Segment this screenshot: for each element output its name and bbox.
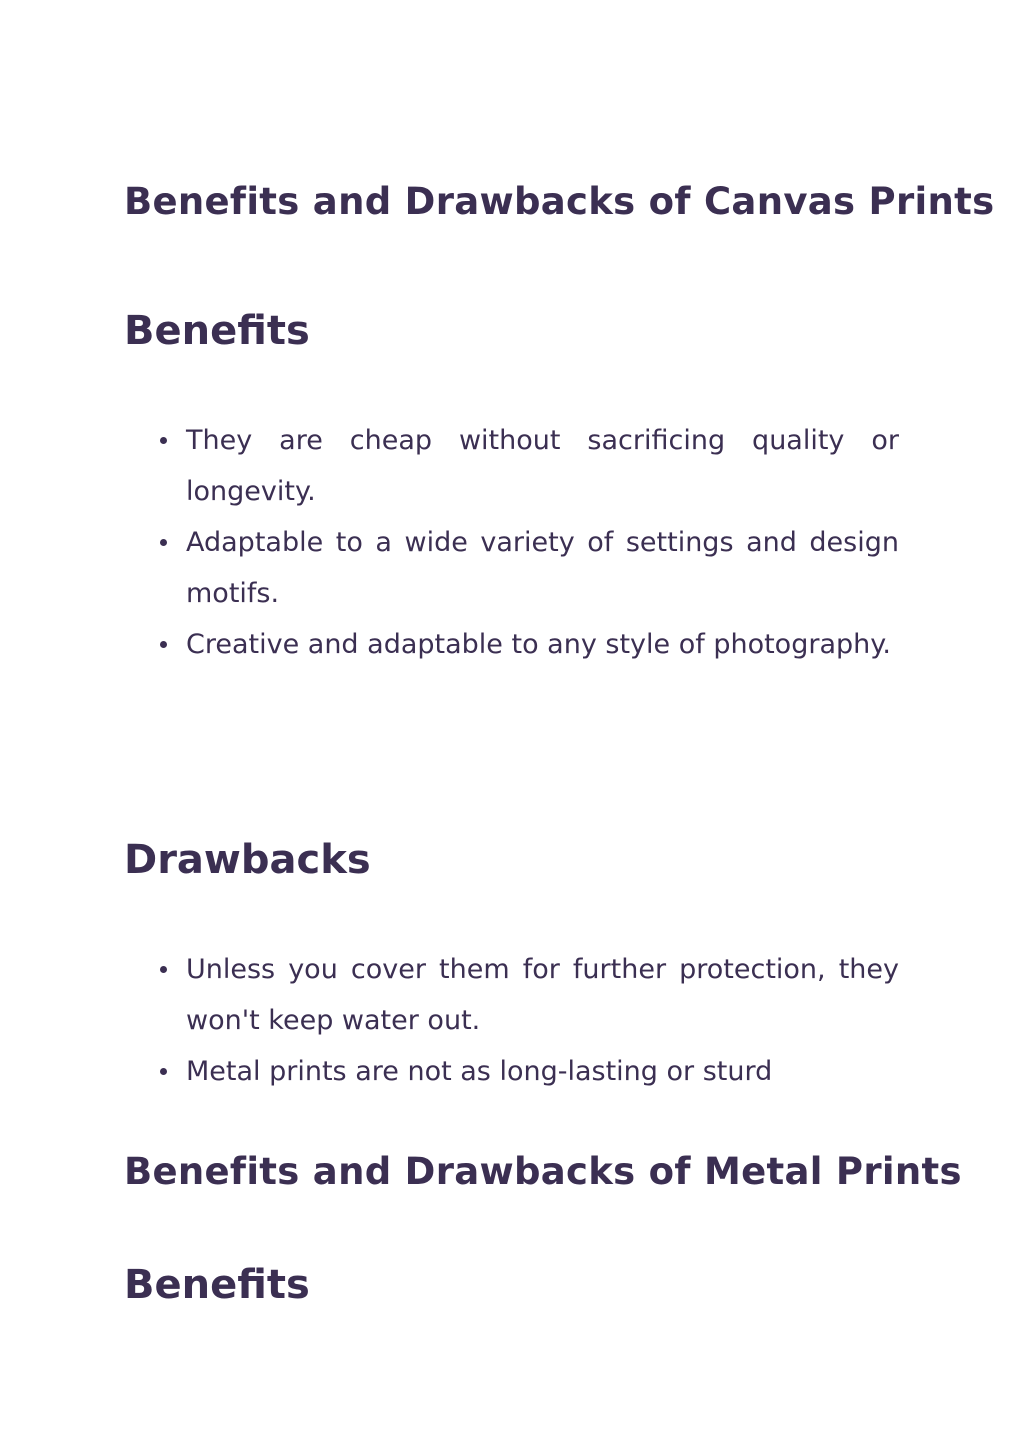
list-item [186,944,899,1046]
list-item-text: Adaptable to a wide variety of settings and design motifs. [186,527,899,609]
canvas-section-title: Benefits and Drawbacks of Canvas Prints [124,180,995,223]
list-item [186,517,899,619]
metal-section-title: Benefits and Drawbacks of Metal Prints [124,1150,962,1193]
list-item [186,619,899,670]
canvas-drawbacks-heading: Drawbacks [124,837,371,883]
list-item-text: Unless you cover them for further protection, they won't keep water out. [186,954,899,1036]
list-item [186,1046,899,1097]
list-item-text: They are cheap without sacrificing quality or longevity. [186,425,899,507]
list-item-text: Creative and adaptable to any style of photography. [186,629,891,660]
metal-benefits-heading: Benefits [124,1262,310,1308]
list-item-text: Metal prints are not as long-lasting or sturd [186,1056,773,1087]
canvas-drawbacks-list [186,944,899,1097]
canvas-benefits-heading: Benefits [124,308,310,354]
canvas-benefits-list [186,415,899,670]
list-item [186,415,899,517]
